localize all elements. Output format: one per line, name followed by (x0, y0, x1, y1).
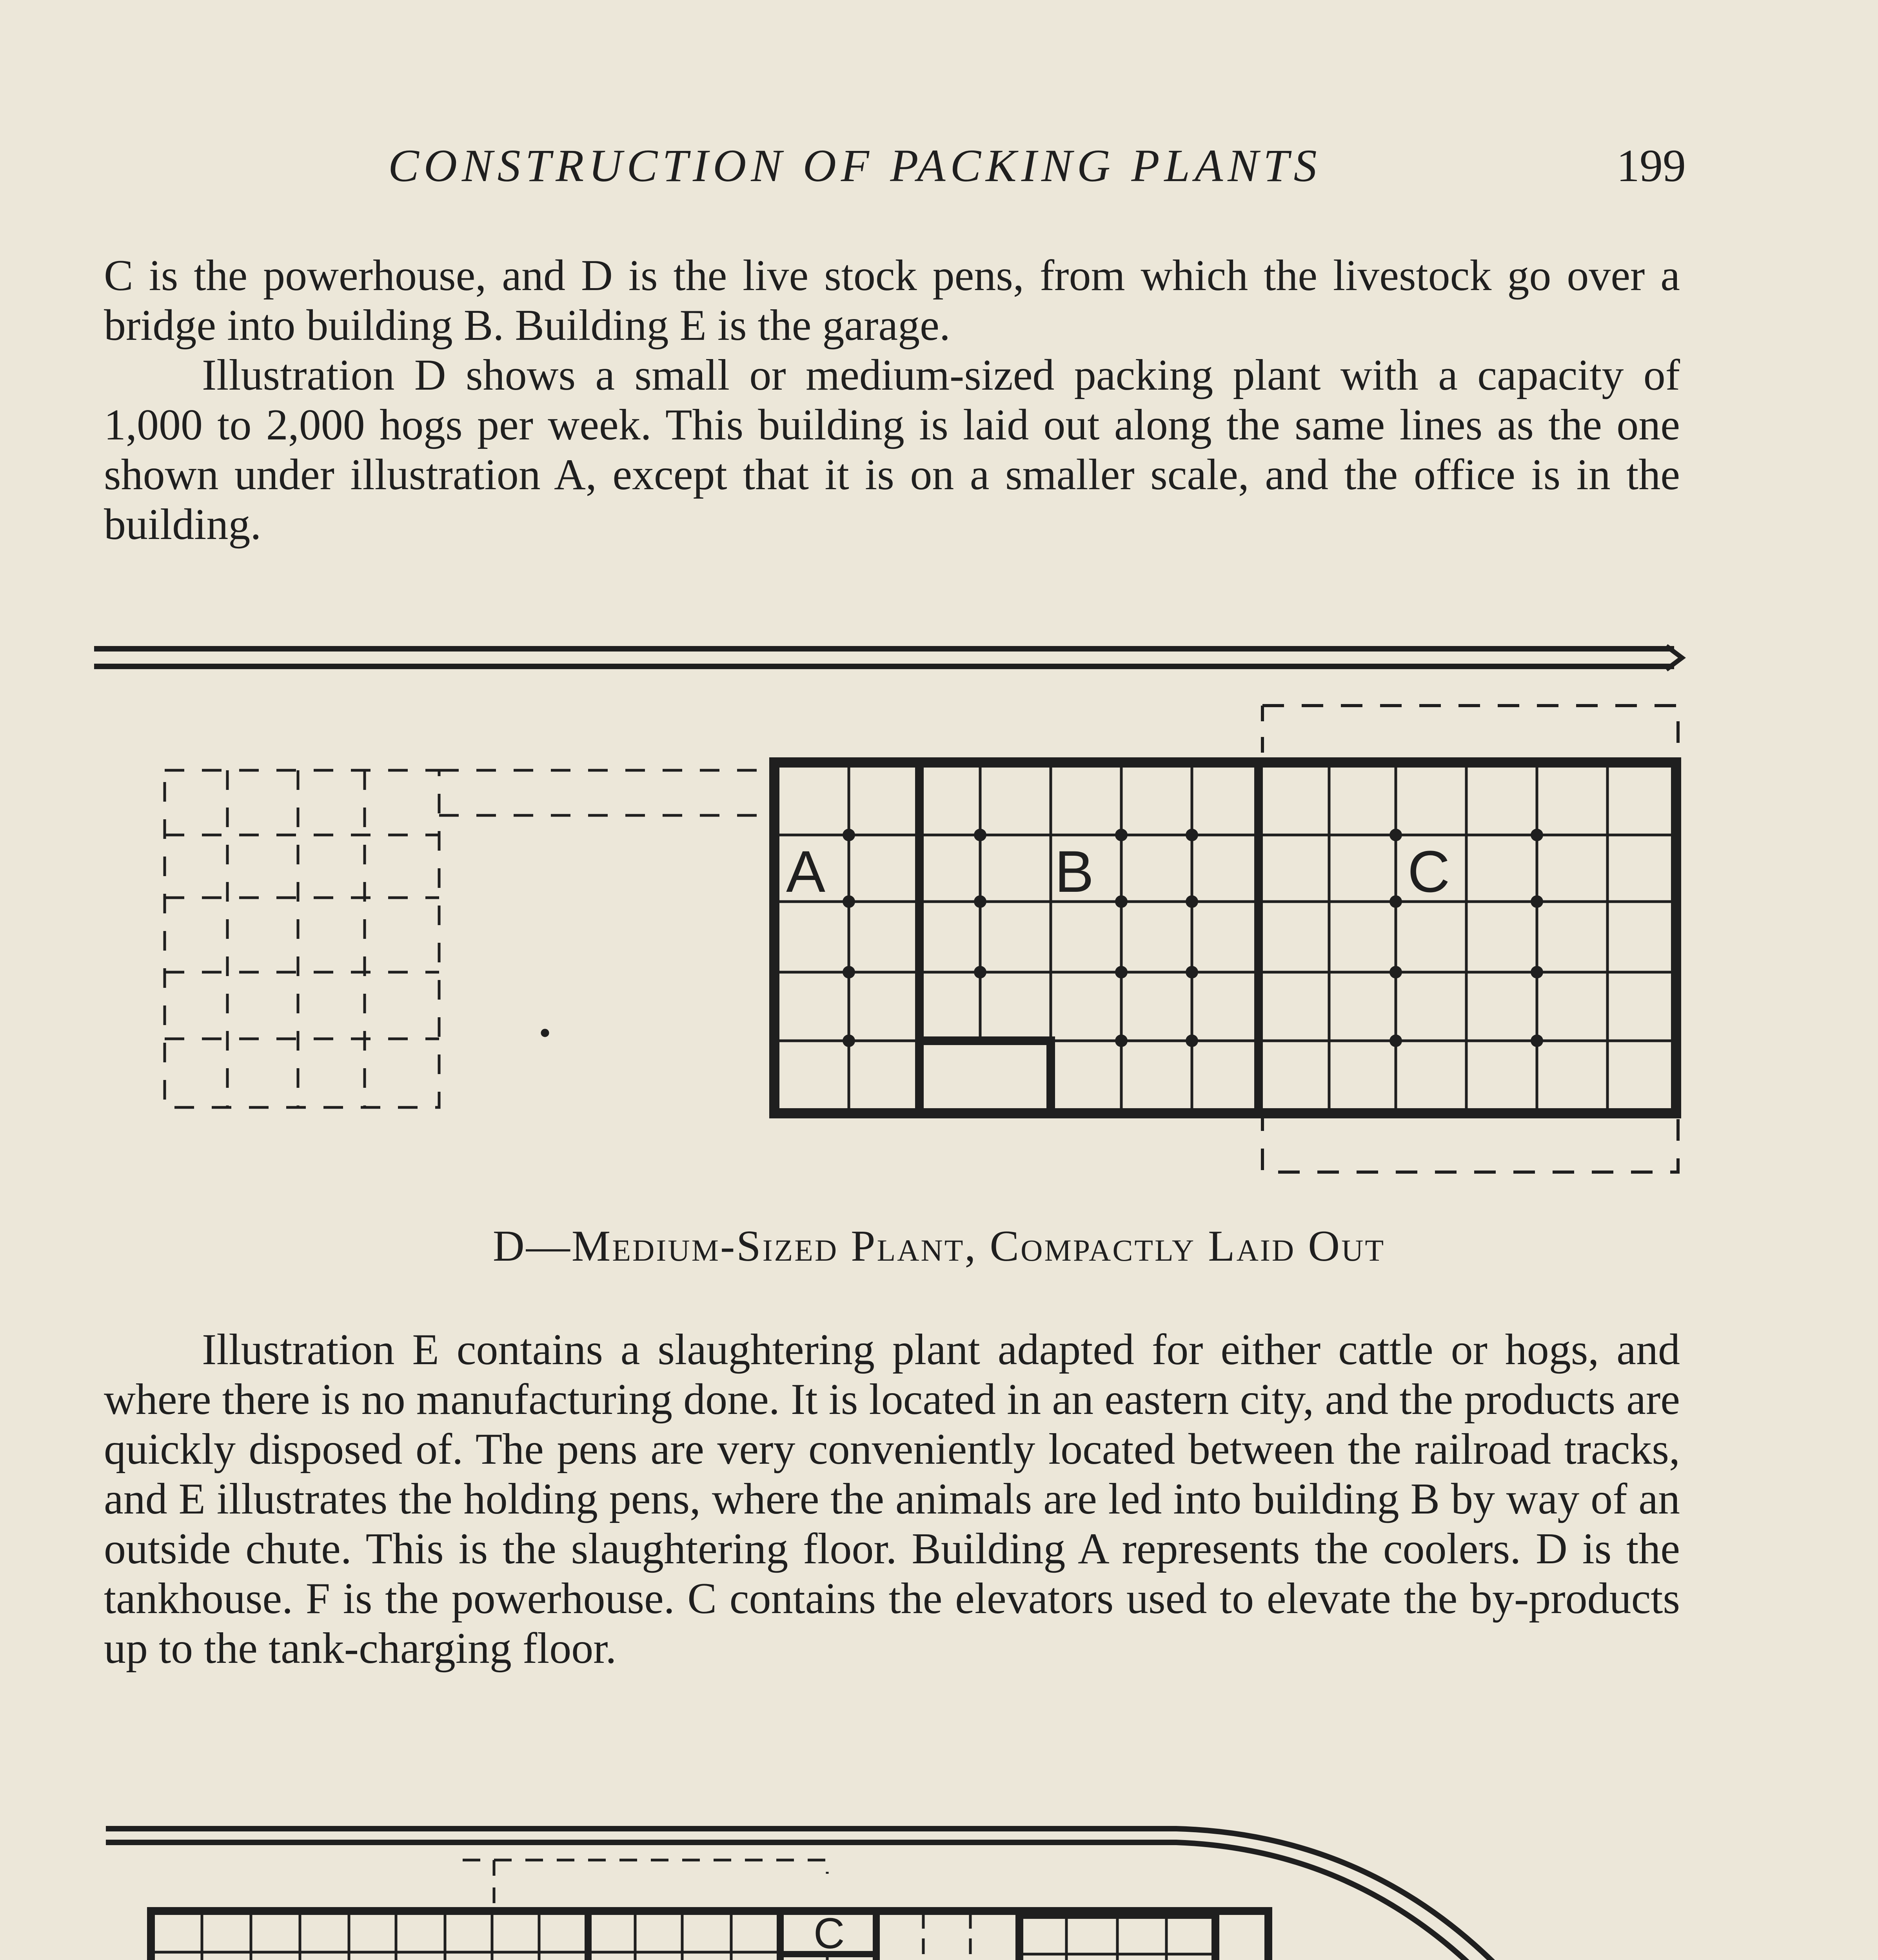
figure-d-plan (0, 627, 1878, 1254)
figure-e-plan (0, 1803, 1878, 1960)
running-head: CONSTRUCTION OF PACKING PLANTS (388, 140, 1322, 191)
figure-e-label-c: C (814, 1909, 845, 1958)
page-number: 199 (1616, 140, 1686, 191)
figure-d-caption: D—Medium-Sized Plant, Compactly Laid Out (492, 1222, 1386, 1270)
figure-d-label-c: C (1408, 838, 1450, 904)
figure-d-label-b: B (1055, 838, 1094, 904)
page-header (102, 139, 1686, 190)
figure-d-label-a: A (786, 838, 826, 904)
paragraph-3: Illustration E contains a slaughtering plant adapted for either cattle or hogs, and where there is no manufacturing done. It is located in an eastern city, and the products are quickly disposed of. The pens are very conveniently located between the railroad tracks, and E illustrates the holding pens, where the animals are led into building B by way of an outside chute. This is the slaughtering floor. Building A represents the coolers. D is the tankhouse. F is the powerhouse. C contains the elevators used to elevate the by-products up to the tank-charging floor. (104, 1325, 1680, 1673)
paragraph-2: Illustration D shows a small or medium-sized packing plant with a capacity of 1,000 to 2,000 hogs per week. This building is laid out along the same lines as the one shown under illustration A, except that it is on a smaller scale, and the office is in the building. (104, 351, 1680, 549)
paragraph-1: C is the powerhouse, and D is the live stock pens, from which the livestock go over a bridge into building B. Building E is the garage. (104, 251, 1680, 350)
